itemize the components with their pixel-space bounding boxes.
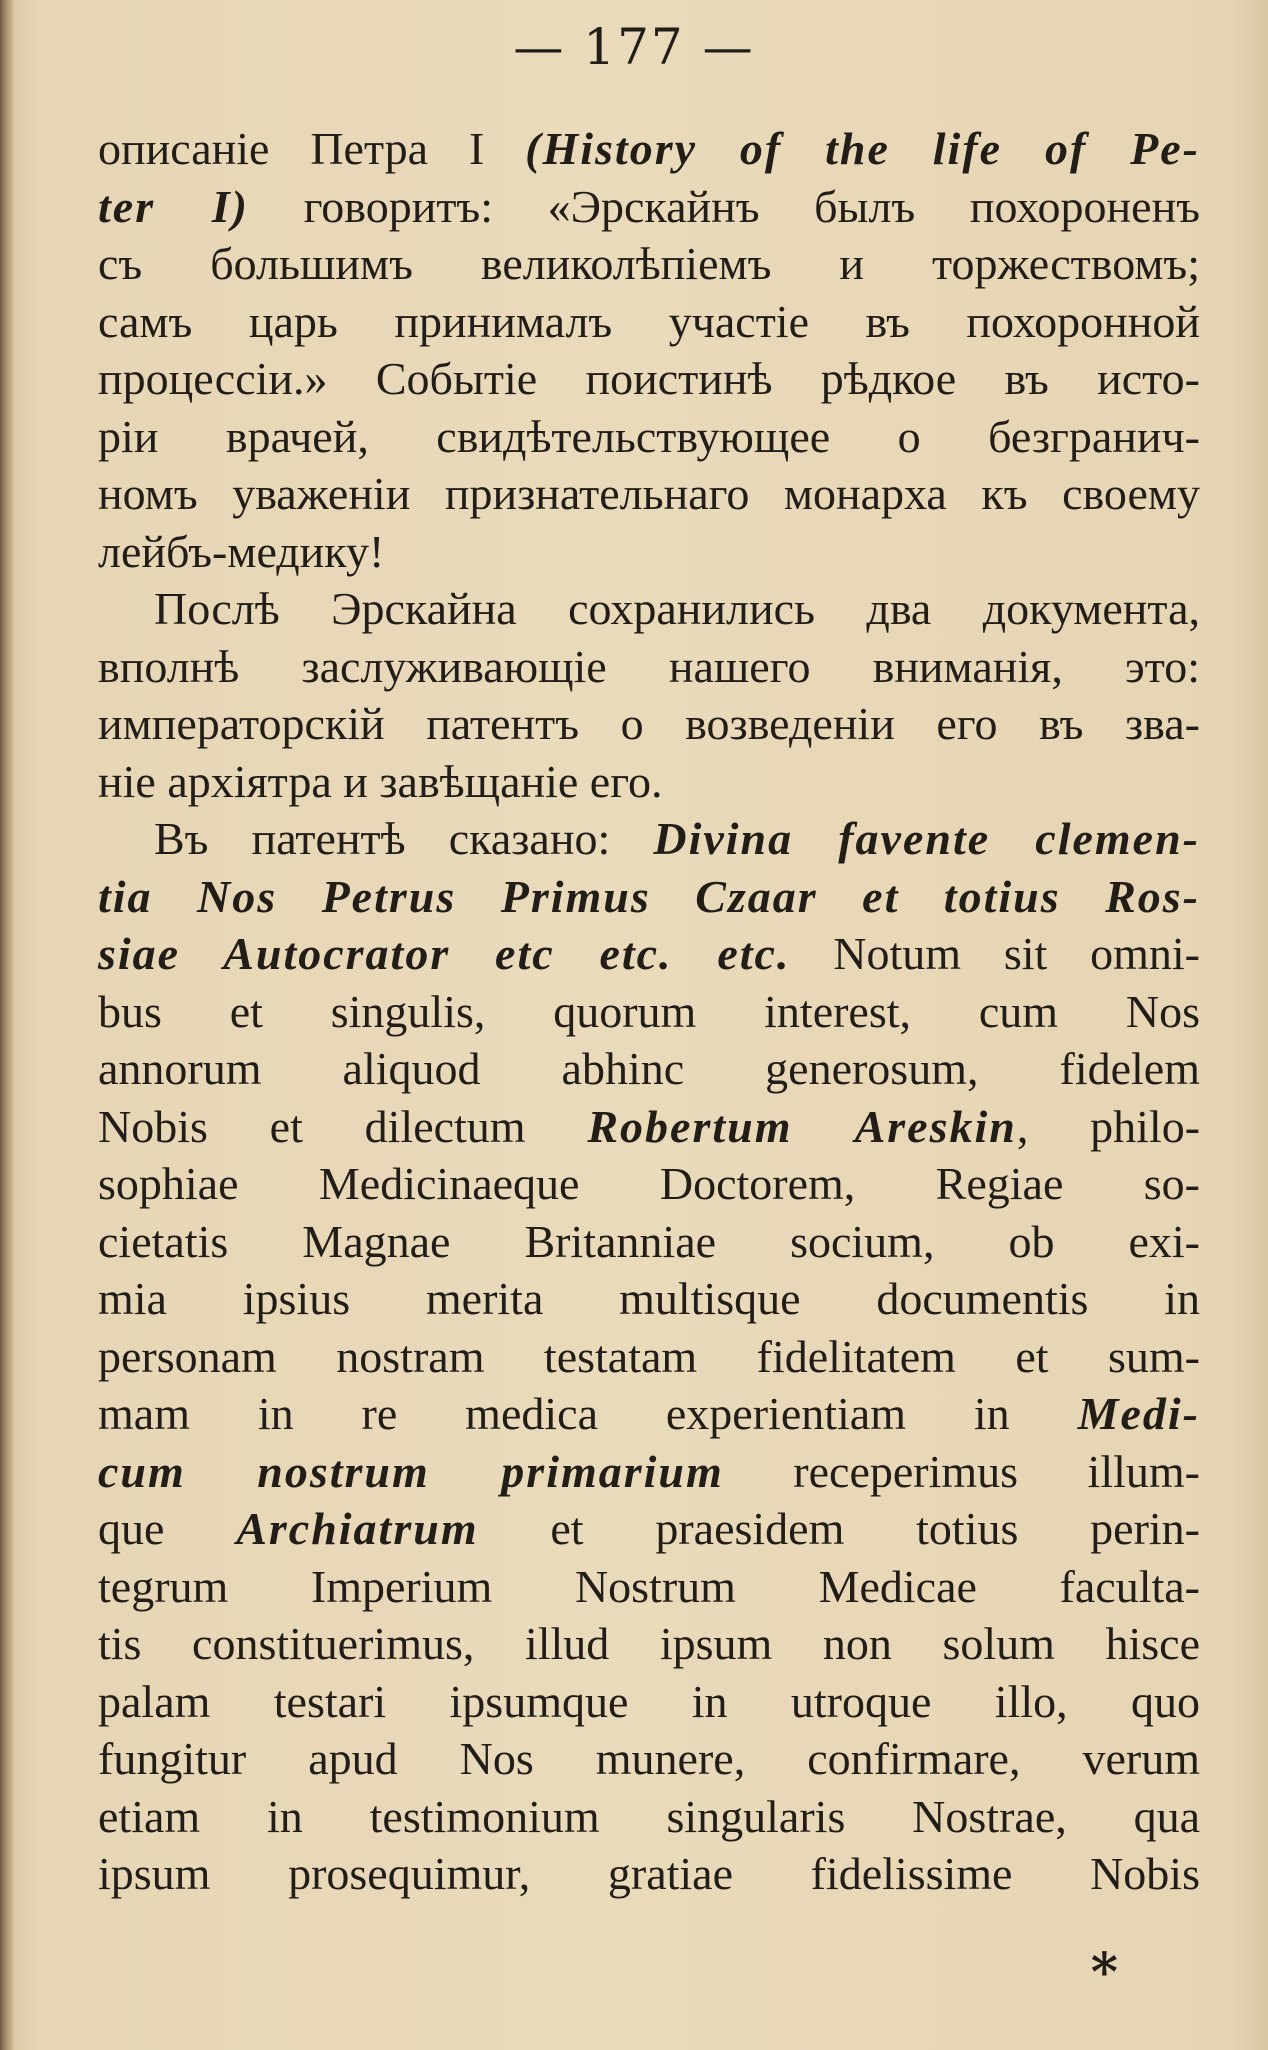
text-span: annorum aliquod abhinc generosum, fidelem [98, 1043, 1200, 1094]
text-span: ніе архіятра и завѣщаніе его. [98, 755, 663, 807]
text-line [98, 465, 1200, 523]
page-edge-shadow [0, 0, 14, 2050]
text-span: Въ патентѣ сказано: [154, 813, 654, 864]
italic-text: ter I) [98, 180, 249, 232]
text-span: que [98, 1503, 237, 1554]
text-span: съ большимъ великолѣпіемъ и торжествомъ; [98, 238, 1200, 289]
italic-text: (History of the life of Pe- [525, 123, 1200, 174]
text-line [98, 1615, 1200, 1673]
text-span: процессіи.» Событіе поистинѣ рѣдкое въ исто- [98, 353, 1200, 404]
text-span: Nobis et dilectum [98, 1100, 588, 1152]
text-line [98, 638, 1200, 696]
text-span: ріи врачей, свидѣтельствующее о безгранич- [98, 410, 1200, 462]
text-line [98, 1328, 1200, 1386]
text-span: bus et singulis, quorum interest, cum Nos [98, 985, 1200, 1037]
text-span: императорскій патентъ о возведеніи его въ зва- [98, 698, 1200, 749]
text-line [98, 1270, 1200, 1328]
text-span: receperimus illum- [723, 1445, 1200, 1497]
body-text [98, 120, 1200, 1903]
text-span: , philo- [1016, 1100, 1201, 1152]
text-span: palam testari ipsumque in utroque illo, quo [98, 1675, 1200, 1727]
text-span: cietatis Magnae Britanniae socium, ob exi- [98, 1215, 1200, 1267]
italic-text: Divina favente clemen- [653, 813, 1200, 864]
text-span: tegrum Imperium Nostrum Medicae faculta- [98, 1560, 1200, 1612]
text-line [98, 1385, 1200, 1443]
text-span: лейбъ-медику! [98, 525, 385, 577]
italic-text: Archiatrum [236, 1503, 479, 1554]
italic-text: cum nostrum primarium [98, 1445, 724, 1497]
text-line [98, 868, 1200, 926]
text-span: Послѣ Эрскайна сохранились два документа, [154, 583, 1200, 634]
text-line [98, 350, 1200, 408]
text-line [98, 1730, 1200, 1788]
text-line [98, 523, 1200, 581]
text-line [98, 753, 1200, 811]
text-line [98, 580, 1200, 638]
text-line [98, 810, 1200, 868]
text-line [98, 235, 1200, 293]
text-line [98, 1673, 1200, 1731]
text-line [98, 293, 1200, 351]
italic-text: Medi- [1077, 1388, 1200, 1439]
text-span: говоритъ: «Эрскайнъ былъ похороненъ [248, 180, 1200, 232]
text-line [98, 1443, 1200, 1501]
page-number: — 177 — [513, 18, 755, 76]
text-span: etiam in testimonium singularis Nostrae, qua [98, 1790, 1200, 1842]
signature-mark: * [1090, 1942, 1118, 2003]
text-span: вполнѣ заслуживающіе нашего вниманія, это: [98, 640, 1200, 692]
text-line [98, 408, 1200, 466]
text-span: personam nostram testatam fidelitatem et sum- [98, 1330, 1200, 1382]
text-line [98, 1500, 1200, 1558]
text-line [98, 925, 1200, 983]
text-line [98, 695, 1200, 753]
text-span: sophiae Medicinaeque Doctorem, Regiae so- [98, 1158, 1200, 1209]
text-line [98, 1788, 1200, 1846]
text-line [98, 1098, 1200, 1156]
text-span: mia ipsius merita multisque documentis in [98, 1273, 1200, 1324]
text-line [98, 1155, 1200, 1213]
text-span: номъ уваженіи признательнаго монарха къ своему [98, 468, 1200, 519]
italic-text: tia Nos Petrus Primus Czaar et totius Ros- [98, 870, 1200, 922]
text-line [98, 983, 1200, 1041]
italic-text: siae Autocrator etc etc. etc. [98, 928, 791, 979]
text-line [98, 1845, 1200, 1903]
text-line [98, 1040, 1200, 1098]
text-span: fungitur apud Nos munere, confirmare, verum [98, 1733, 1200, 1784]
text-span: Notum sit omni- [790, 928, 1201, 979]
text-line [98, 1558, 1200, 1616]
text-span: ipsum prosequimur, gratiae fidelissime Nobis [98, 1848, 1200, 1899]
text-line [98, 178, 1200, 236]
text-span: mam in re medica experientiam in [98, 1388, 1078, 1439]
text-span: самъ царь принималъ участіе въ похоронной [98, 295, 1200, 347]
text-span: tis constituerimus, illud ipsum non solum hisce [98, 1618, 1200, 1669]
text-line [98, 120, 1200, 178]
text-span: описаніе Петра I [98, 123, 526, 174]
text-line [98, 1213, 1200, 1271]
italic-text: Robertum Areskin [587, 1100, 1017, 1152]
text-span: et praesidem totius perin- [478, 1503, 1200, 1554]
